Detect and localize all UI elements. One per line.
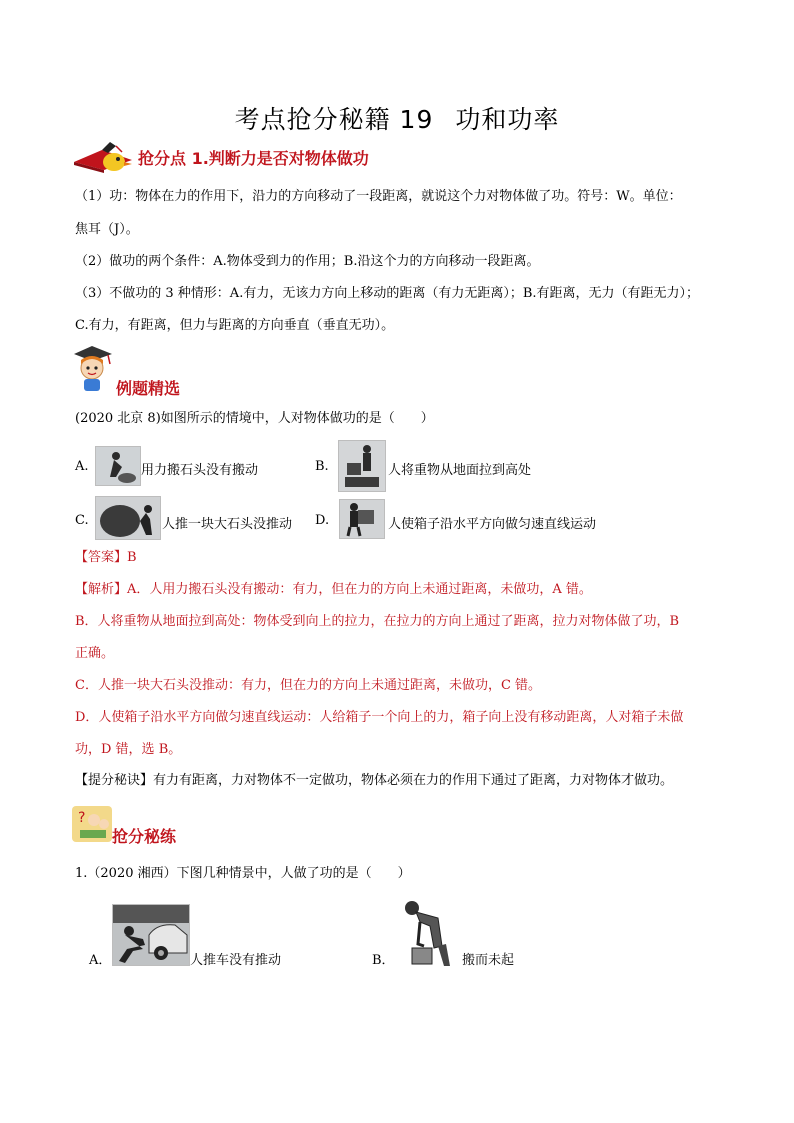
person-carrying-box-icon (340, 500, 384, 538)
cartoon-student-icon (70, 342, 116, 394)
section-heading-examples (70, 342, 370, 398)
option-c-image (95, 496, 161, 540)
graduate-duck-icon (72, 140, 134, 174)
analysis-d-cont: 功，D 错，选 B。 (75, 742, 182, 757)
answer-value: B (127, 550, 137, 565)
option-b-text: 人将重物从地面拉到高处 (388, 463, 532, 478)
option-a-image (95, 446, 141, 486)
practice-option-b-image (398, 896, 458, 968)
option-c-text: 人推一块大石头没推动 (162, 517, 293, 532)
option-d-text: 人使箱子沿水平方向做匀速直线运动 (388, 517, 597, 532)
practice-option-b-letter: B． (372, 953, 395, 968)
paragraph-work-definition: （1）功：物体在力的作用下，沿力的方向移动了一段距离，就说这个力对物体做了功。符号：W。单位： (75, 189, 682, 204)
option-b-letter: B. (315, 459, 329, 474)
practice-question-1: 1.（2020 湘西）下图几种情景中，人做了功的是（ ） (75, 866, 411, 881)
analysis-c: C．人推一块大石头没推动：有力，但在力的方向上未通过距离，未做功，C 错。 (75, 678, 542, 693)
analysis-b-cont: 正确。 (75, 646, 115, 661)
svg-text:?: ? (78, 810, 86, 826)
answer-label: 【答案】 (75, 550, 128, 565)
option-b-image (338, 440, 386, 492)
title-main: 考点抢分秘籍 19 (234, 105, 434, 134)
option-d-image (339, 499, 385, 539)
example-question: (2020 北京 8)如图所示的情境中，人对物体做功的是（ ） (75, 411, 434, 426)
analysis-label: 【解析】 (75, 582, 128, 597)
analysis-d: D．人使箱子沿水平方向做匀速直线运动：人给箱子一个向上的力，箱子向上没有移动距离，人对箱子未做 (75, 710, 684, 725)
paragraph-no-work-cases: （3）不做功的 3 种情形：A.有力，无该力方向上移动的距离（有力无距离）；B.有距离，无力（有距无力）； (75, 286, 700, 301)
option-a-text: 用力搬石头没有搬动 (141, 463, 259, 478)
practice-option-a-letter: A． (89, 953, 112, 968)
section-heading-text: 抢分点 1.判断力是否对物体做功 (138, 149, 369, 168)
person-lifting-stone-icon (96, 447, 140, 485)
answer-line (75, 550, 137, 566)
person-pulling-weight-icon (339, 441, 385, 491)
person-pushing-car-icon (113, 905, 189, 965)
tip-line (75, 773, 673, 789)
section-heading-practice (72, 802, 372, 846)
tip-text: 有力有距离，力对物体不一定做功，物体必须在力的作用下通过了距离，力对物体才做功。 (153, 773, 674, 788)
option-a-letter: A. (75, 459, 89, 474)
paragraph-no-work-cases-cont: C.有力，有距离，但力与距离的方向垂直（垂直无功）。 (75, 318, 395, 333)
analysis-a-text: A．人用力搬石头没有搬动：有力，但在力的方向上未通过距离，未做功，A 错。 (127, 582, 592, 597)
option-c-letter: C. (75, 513, 89, 528)
practice-option-a-text: 人推车没有推动 (190, 953, 282, 968)
tip-label: 【提分秘诀】 (75, 773, 154, 788)
title-sub: 功和功率 (455, 105, 560, 134)
practice-option-b-text: 搬而未起 (462, 953, 515, 968)
paragraph-work-definition-cont: 焦耳（J）。 (75, 222, 139, 237)
option-d-letter: D. (315, 513, 330, 528)
study-kids-icon (72, 802, 114, 846)
practice-option-a-image (112, 904, 190, 966)
person-pushing-boulder-icon (96, 497, 160, 539)
section-heading-scoring-point (72, 140, 572, 174)
analysis-a (75, 582, 592, 598)
section-heading-text: 例题精选 (116, 379, 181, 398)
page-title (0, 100, 794, 136)
paragraph-work-conditions: （2）做功的两个条件：A.物体受到力的作用；B.沿这个力的方向移动一段距离。 (75, 254, 540, 269)
analysis-b: B．人将重物从地面拉到高处：物体受到向上的拉力，在拉力的方向上通过了距离，拉力对物体做了功，B (75, 614, 680, 629)
section-heading-text: 抢分秘练 (112, 827, 177, 846)
person-failing-to-lift-icon (398, 896, 458, 968)
